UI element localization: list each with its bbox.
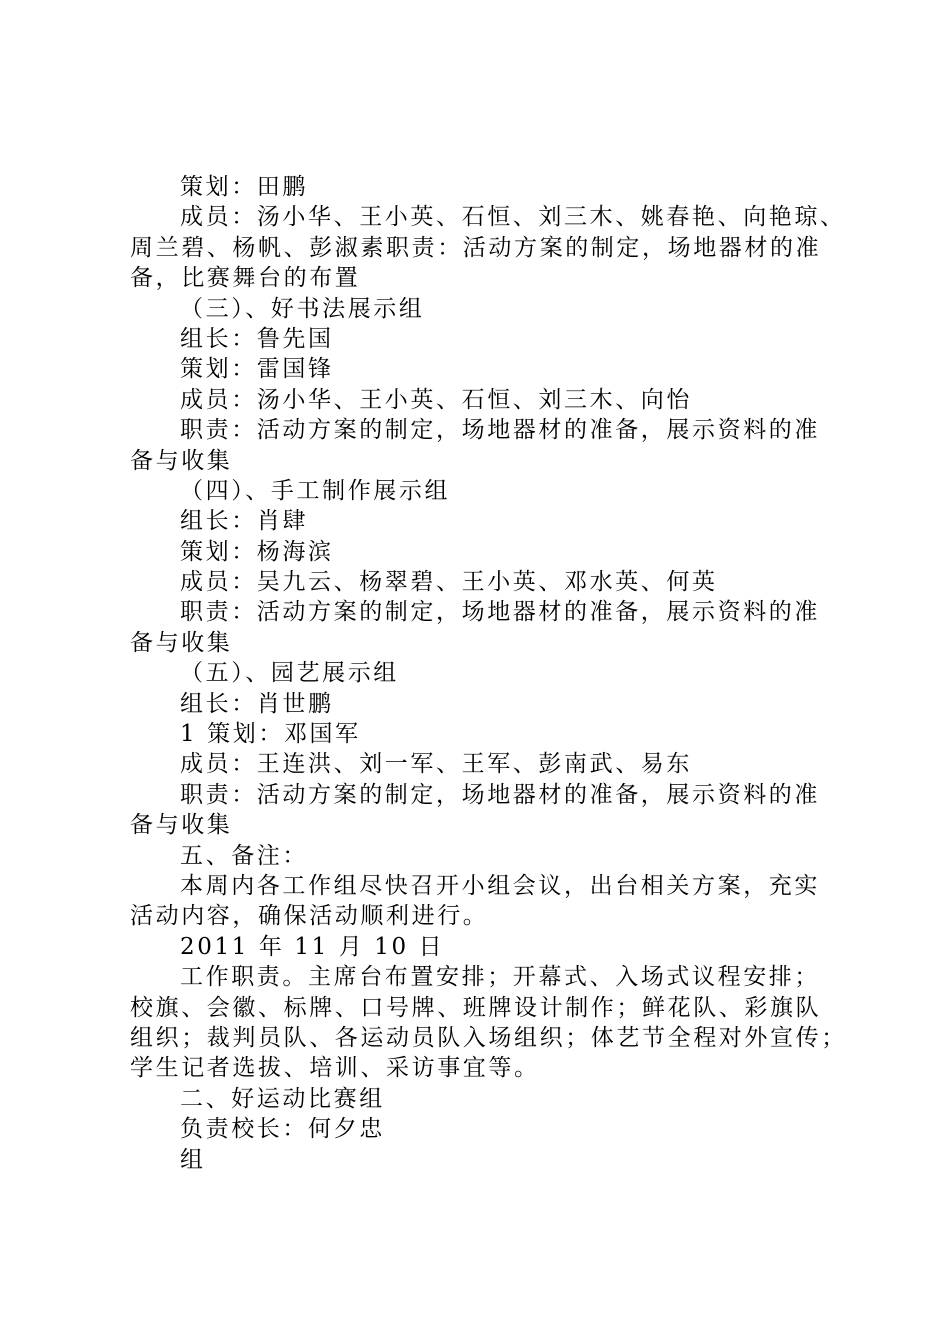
section-heading: 五、备注： <box>180 842 308 869</box>
text-line: 组 <box>180 1146 206 1173</box>
section-heading: （四）、手工制作展示组 <box>180 477 451 504</box>
text-line: 组长：鲁先国 <box>180 325 334 352</box>
text-line: 学生记者选拔、培训、采访事宜等。 <box>130 1055 540 1082</box>
text-line: 1 策划：邓国军 <box>180 721 361 748</box>
text-line: 策划：雷国锋 <box>180 356 334 383</box>
text-line: 组长：肖世鹏 <box>180 690 334 717</box>
text-line: 备，比赛舞台的布置 <box>130 265 361 292</box>
text-line: 策划：杨海滨 <box>180 538 334 565</box>
text-line: 备与收集 <box>130 812 233 839</box>
text-line: 负责校长：何夕忠 <box>180 1116 385 1143</box>
document-body <box>130 172 847 1175</box>
text-line: 组长：肖肆 <box>180 508 308 535</box>
text-line: 策划：田鹏 <box>180 174 308 200</box>
section-heading: 二、好运动比赛组 <box>180 1085 385 1112</box>
section-heading: （五）、园艺展示组 <box>180 660 399 687</box>
text-line: 备与收集 <box>130 447 233 474</box>
text-line: 校旗、会徽、标牌、口号牌、班牌设计制作；鲜花队、彩旗队 <box>130 994 822 1021</box>
text-line: 本周内各工作组尽快召开小组会议，出台相关方案，充实 <box>180 872 820 899</box>
text-line: 成员：吴九云、杨翠碧、王小英、邓水英、何英 <box>180 569 718 596</box>
date-line: 2011 年 11 月 10 日 <box>180 933 445 960</box>
text-line: 成员：汤小华、王小英、石恒、刘三木、向怡 <box>180 386 692 413</box>
text-line: 组织；裁判员队、各运动员队入场组织；体艺节全程对外宣传； <box>130 1024 847 1051</box>
text-line: 职责：活动方案的制定，场地器材的准备，展示资料的准 <box>180 781 820 808</box>
text-line: 工作职责。主席台布置安排；开幕式、入场式议程安排； <box>180 964 820 991</box>
text-line: 备与收集 <box>130 629 233 656</box>
text-line: 成员：王连洪、刘一军、王军、彭南武、易东 <box>180 751 692 778</box>
text-line: 周兰碧、杨帆、彭淑素职责：活动方案的制定，场地器材的准 <box>130 234 822 261</box>
text-line: 职责：活动方案的制定，场地器材的准备，展示资料的准 <box>180 417 820 444</box>
section-heading: （三）、好书法展示组 <box>180 295 425 322</box>
text-line: 活动内容，确保活动顺利进行。 <box>130 903 489 930</box>
text-line: 成员：汤小华、王小英、石恒、刘三木、姚春艳、向艳琼、 <box>180 204 846 231</box>
text-line: 职责：活动方案的制定，场地器材的准备，展示资料的准 <box>180 599 820 626</box>
